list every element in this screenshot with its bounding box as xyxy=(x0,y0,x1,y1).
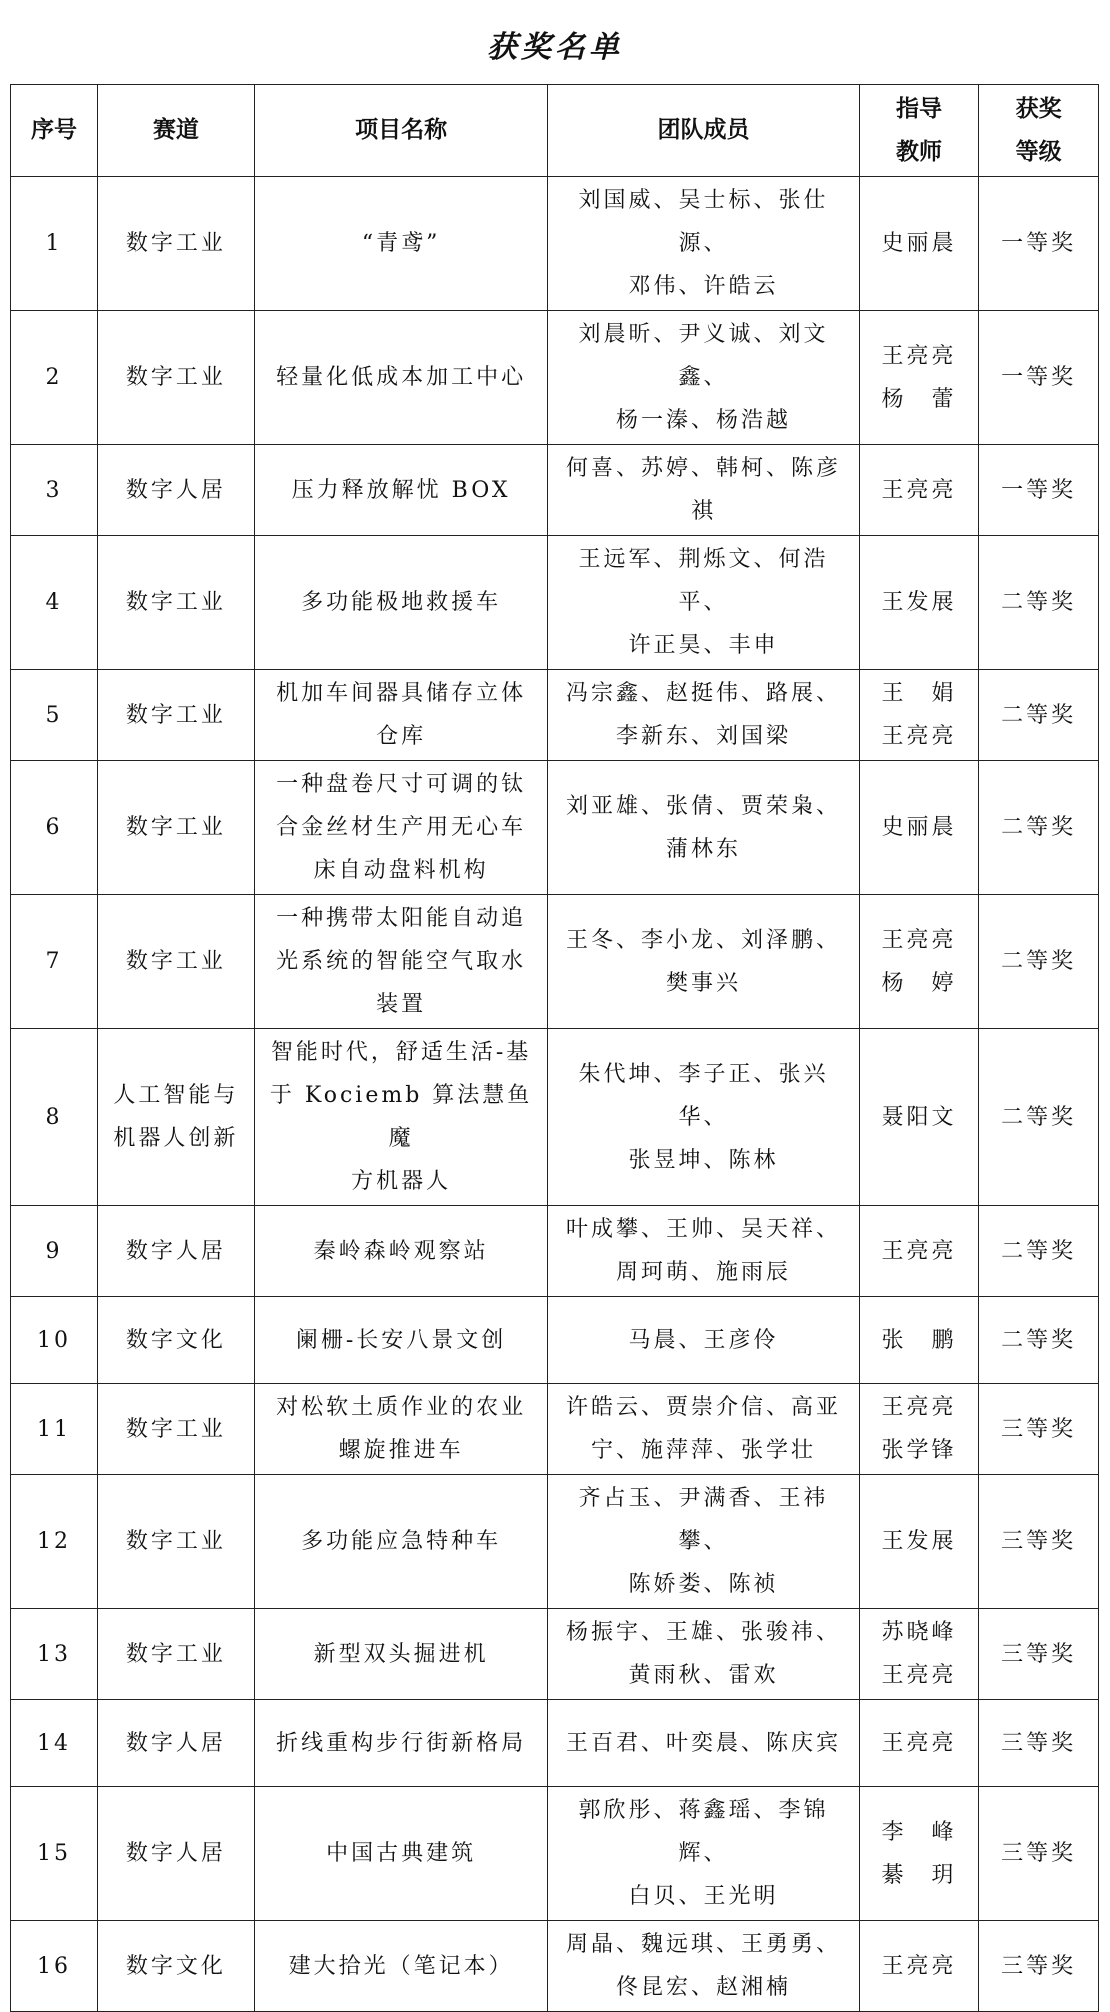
cell-project-line: 多功能极地救援车 xyxy=(301,590,502,615)
cell-track xyxy=(98,1475,255,1609)
cell-members xyxy=(548,1475,859,1609)
cell-members-line: 郭欣彤、蒋鑫瑶、李锦辉、 xyxy=(578,1798,829,1866)
cell-track xyxy=(98,445,255,536)
cell-members xyxy=(548,445,859,536)
cell-project-line: 建大拾光（笔记本） xyxy=(288,1953,514,1979)
cell-project-line: “青鸢” xyxy=(361,231,441,256)
cell-teachers-line: 王亮亮 xyxy=(881,343,957,369)
cell-seq: 1 xyxy=(11,177,98,311)
cell-project-line: 一种携带太阳能自动追 xyxy=(276,906,527,931)
header-members: 团队成员 xyxy=(548,85,859,177)
cell-members xyxy=(548,1787,859,1921)
cell-track-line: 数字工业 xyxy=(125,702,226,728)
cell-track xyxy=(98,1206,255,1297)
cell-project xyxy=(254,1921,548,2012)
cell-members-line: 许正昊、丰申 xyxy=(628,633,779,658)
cell-members-line: 杨一溱、杨浩越 xyxy=(616,408,792,433)
cell-members-line: 祺 xyxy=(691,499,717,524)
cell-seq: 16 xyxy=(11,1921,98,2012)
cell-project-line: 对松软土质作业的农业 xyxy=(276,1395,527,1420)
cell-track-line: 数字人居 xyxy=(125,477,226,503)
cell-members-line: 蒲林东 xyxy=(666,836,742,862)
cell-teachers xyxy=(859,1475,979,1609)
cell-track-line: 数字文化 xyxy=(125,1327,226,1353)
cell-seq: 3 xyxy=(11,445,98,536)
cell-teachers-line: 王亮亮 xyxy=(881,1953,957,1979)
cell-teachers-line: 聂阳文 xyxy=(881,1104,957,1130)
cell-project xyxy=(254,1609,548,1700)
cell-members xyxy=(548,1297,859,1384)
cell-members-line: 刘晨昕、尹义诚、刘文鑫、 xyxy=(578,322,829,390)
cell-members-line: 王冬、李小龙、刘泽鹏、 xyxy=(566,927,842,953)
header-row xyxy=(11,85,1099,177)
cell-members-line: 冯宗鑫、赵挺伟、路展、 xyxy=(566,681,842,706)
cell-track-line: 数字人居 xyxy=(125,1730,226,1756)
cell-teachers-line: 杨 蕾 xyxy=(881,386,957,412)
page-title: 获奖名单 xyxy=(487,30,623,65)
cell-members-line: 何喜、苏婷、韩柯、陈彦 xyxy=(566,456,842,481)
cell-project-line: 折线重构步行街新格局 xyxy=(276,1730,527,1756)
cell-track-line: 数字工业 xyxy=(125,590,226,615)
cell-members xyxy=(548,670,859,761)
cell-members xyxy=(548,1384,859,1475)
cell-track-line: 数字工业 xyxy=(125,815,226,840)
cell-level: 一等奖 xyxy=(979,445,1099,536)
cell-project xyxy=(254,1029,548,1206)
cell-teachers-line: 苏晓峰 xyxy=(881,1620,957,1645)
cell-teachers-line: 张 鹏 xyxy=(881,1327,957,1353)
cell-seq: 6 xyxy=(11,761,98,895)
cell-teachers xyxy=(859,761,979,895)
table-row xyxy=(11,445,1099,536)
cell-project-line: 床自动盘料机构 xyxy=(313,858,489,883)
cell-track-line: 数字工业 xyxy=(125,231,226,256)
cell-teachers-line: 王亮亮 xyxy=(881,724,957,749)
cell-members-line: 樊事兴 xyxy=(666,970,742,996)
cell-members-line: 许皓云、贾崇介信、高亚 xyxy=(566,1395,842,1420)
header-teachers-line: 指导 xyxy=(895,95,942,122)
cell-project xyxy=(254,1700,548,1787)
cell-members xyxy=(548,761,859,895)
table-row xyxy=(11,177,1099,311)
cell-level: 三等奖 xyxy=(979,1787,1099,1921)
cell-members xyxy=(548,1700,859,1787)
cell-seq: 4 xyxy=(11,536,98,670)
cell-project-line: 压力释放解忧 BOX xyxy=(291,477,511,503)
cell-project-line: 机加车间器具储存立体 xyxy=(276,681,527,706)
cell-members-line: 王百君、叶奕晨、陈庆宾 xyxy=(566,1730,842,1756)
cell-members xyxy=(548,1921,859,2012)
cell-seq: 11 xyxy=(11,1384,98,1475)
cell-members-line: 佟昆宏、赵湘楠 xyxy=(616,1975,792,2000)
cell-teachers-line: 史丽晨 xyxy=(881,815,957,840)
cell-members-line: 李新东、刘国梁 xyxy=(616,724,792,749)
cell-track-line: 数字人居 xyxy=(125,1238,226,1264)
table-row xyxy=(11,1787,1099,1921)
cell-track xyxy=(98,536,255,670)
cell-members-line: 刘国威、吴士标、张仕源、 xyxy=(578,188,829,256)
cell-teachers xyxy=(859,1787,979,1921)
cell-teachers xyxy=(859,311,979,445)
cell-teachers xyxy=(859,1297,979,1384)
cell-project xyxy=(254,761,548,895)
cell-project-line: 螺旋推进车 xyxy=(338,1438,464,1463)
cell-level: 三等奖 xyxy=(979,1921,1099,2012)
cell-seq: 13 xyxy=(11,1609,98,1700)
cell-track-line: 数字工业 xyxy=(125,1529,226,1554)
cell-project-line: 中国古典建筑 xyxy=(326,1841,477,1866)
cell-level: 二等奖 xyxy=(979,1029,1099,1206)
cell-project-line: 阑栅-长安八景文创 xyxy=(295,1327,507,1353)
cell-track xyxy=(98,1609,255,1700)
table-row xyxy=(11,761,1099,895)
cell-track xyxy=(98,1921,255,2012)
cell-teachers xyxy=(859,1700,979,1787)
table-row xyxy=(11,670,1099,761)
table-row xyxy=(11,1609,1099,1700)
table-row xyxy=(11,311,1099,445)
cell-teachers-line: 王亮亮 xyxy=(881,927,957,953)
cell-teachers xyxy=(859,1206,979,1297)
cell-track xyxy=(98,1384,255,1475)
cell-level: 二等奖 xyxy=(979,1206,1099,1297)
cell-project xyxy=(254,895,548,1029)
cell-track xyxy=(98,311,255,445)
cell-members xyxy=(548,177,859,311)
cell-project xyxy=(254,1787,548,1921)
cell-track xyxy=(98,895,255,1029)
cell-seq: 10 xyxy=(11,1297,98,1384)
cell-teachers-line: 史丽晨 xyxy=(881,231,957,256)
cell-members xyxy=(548,536,859,670)
cell-members-line: 刘亚雄、张倩、贾荣枭、 xyxy=(566,793,842,819)
cell-project xyxy=(254,670,548,761)
cell-track xyxy=(98,1297,255,1384)
cell-track xyxy=(98,670,255,761)
cell-project xyxy=(254,1475,548,1609)
cell-track-line: 数字工业 xyxy=(125,1416,226,1442)
cell-project-line: 轻量化低成本加工中心 xyxy=(276,365,527,390)
cell-members-line: 马晨、王彦伶 xyxy=(628,1327,779,1353)
cell-project-line: 方机器人 xyxy=(351,1169,452,1194)
cell-track-line: 数字工业 xyxy=(125,1641,226,1667)
cell-members-line: 邓伟、许皓云 xyxy=(628,274,779,299)
cell-teachers xyxy=(859,1029,979,1206)
cell-teachers xyxy=(859,895,979,1029)
cell-level: 三等奖 xyxy=(979,1475,1099,1609)
cell-level: 三等奖 xyxy=(979,1700,1099,1787)
header-teachers xyxy=(859,85,979,177)
cell-project-line: 多功能应急特种车 xyxy=(301,1529,502,1554)
cell-level: 二等奖 xyxy=(979,536,1099,670)
cell-track xyxy=(98,1700,255,1787)
cell-seq: 8 xyxy=(11,1029,98,1206)
cell-members-line: 陈娇娄、陈祯 xyxy=(628,1572,779,1597)
cell-track-line: 机器人创新 xyxy=(113,1126,239,1151)
cell-members-line: 杨振宇、王雄、张骏祎、 xyxy=(566,1620,842,1645)
header-project: 项目名称 xyxy=(254,85,548,177)
cell-members xyxy=(548,311,859,445)
cell-track-line: 数字文化 xyxy=(125,1953,226,1979)
cell-members-line: 白贝、王光明 xyxy=(628,1884,779,1909)
table-row xyxy=(11,895,1099,1029)
cell-seq: 14 xyxy=(11,1700,98,1787)
cell-teachers-line: 王亮亮 xyxy=(881,1238,957,1264)
cell-track-line: 数字工业 xyxy=(125,365,226,390)
cell-project-line: 装置 xyxy=(376,992,427,1017)
cell-track xyxy=(98,1029,255,1206)
cell-project-line: 智能时代，舒适生活-基 xyxy=(270,1040,532,1065)
header-level xyxy=(979,85,1099,177)
cell-members-line: 王远军、荆烁文、何浩平、 xyxy=(578,547,829,615)
cell-members-line: 周晶、魏远琪、王勇勇、 xyxy=(566,1932,842,1957)
cell-project-line: 仓库 xyxy=(376,724,427,749)
awards-table xyxy=(10,84,1099,2012)
cell-members-line: 宁、施萍萍、张学壮 xyxy=(591,1438,817,1463)
cell-project xyxy=(254,1384,548,1475)
cell-track-line: 数字人居 xyxy=(125,1841,226,1866)
cell-teachers xyxy=(859,1609,979,1700)
cell-level: 一等奖 xyxy=(979,311,1099,445)
cell-teachers xyxy=(859,670,979,761)
cell-teachers-line: 李 峰 xyxy=(881,1819,957,1845)
cell-seq: 12 xyxy=(11,1475,98,1609)
cell-level: 二等奖 xyxy=(979,761,1099,895)
table-row xyxy=(11,536,1099,670)
cell-teachers xyxy=(859,177,979,311)
cell-project-line: 新型双头掘进机 xyxy=(313,1641,489,1667)
cell-members-line: 张昱坤、陈林 xyxy=(628,1147,779,1173)
cell-teachers-line: 王亮亮 xyxy=(881,1395,957,1420)
cell-teachers-line: 王亮亮 xyxy=(881,1730,957,1756)
cell-level: 一等奖 xyxy=(979,177,1099,311)
cell-seq: 15 xyxy=(11,1787,98,1921)
cell-project-line: 光系统的智能空气取水 xyxy=(276,949,527,974)
table-row xyxy=(11,1297,1099,1384)
cell-track xyxy=(98,761,255,895)
cell-members-line: 齐占玉、尹满香、王祎攀、 xyxy=(578,1486,829,1554)
cell-teachers-line: 王亮亮 xyxy=(881,1663,957,1688)
header-teachers-line: 教师 xyxy=(895,138,942,165)
cell-project-line: 于 Kociemb 算法慧鱼魔 xyxy=(269,1083,533,1151)
cell-members-line: 叶成攀、王帅、吴天祥、 xyxy=(566,1217,842,1242)
header-seq: 序号 xyxy=(11,85,98,177)
cell-seq: 7 xyxy=(11,895,98,1029)
cell-teachers-line: 王亮亮 xyxy=(881,477,957,503)
cell-project xyxy=(254,1297,548,1384)
cell-members-line: 周珂萌、施雨辰 xyxy=(616,1260,792,1285)
cell-members xyxy=(548,1206,859,1297)
cell-project xyxy=(254,445,548,536)
table-row xyxy=(11,1384,1099,1475)
header-level-line: 等级 xyxy=(1015,138,1062,165)
cell-level: 二等奖 xyxy=(979,895,1099,1029)
cell-track-line: 人工智能与 xyxy=(113,1083,239,1108)
header-level-line: 获奖 xyxy=(1015,95,1062,122)
cell-seq: 5 xyxy=(11,670,98,761)
cell-project-line: 秦岭森岭观察站 xyxy=(313,1238,489,1264)
cell-teachers xyxy=(859,1921,979,2012)
cell-level: 三等奖 xyxy=(979,1609,1099,1700)
cell-level: 二等奖 xyxy=(979,1297,1099,1384)
cell-project-line: 一种盘卷尺寸可调的钛 xyxy=(276,772,527,797)
table-row xyxy=(11,1206,1099,1297)
cell-members-line: 朱代坤、李子正、张兴华、 xyxy=(578,1061,829,1130)
cell-members xyxy=(548,895,859,1029)
cell-teachers-line: 王发展 xyxy=(881,590,957,615)
header-track: 赛道 xyxy=(98,85,255,177)
cell-seq: 9 xyxy=(11,1206,98,1297)
cell-teachers-line: 綦 玥 xyxy=(881,1862,957,1888)
table-row xyxy=(11,1475,1099,1609)
cell-teachers xyxy=(859,445,979,536)
cell-project xyxy=(254,1206,548,1297)
cell-members xyxy=(548,1609,859,1700)
cell-level: 三等奖 xyxy=(979,1384,1099,1475)
cell-members-line: 黄雨秋、雷欢 xyxy=(628,1663,779,1688)
cell-track-line: 数字工业 xyxy=(125,949,226,974)
cell-track xyxy=(98,177,255,311)
cell-teachers-line: 王 娟 xyxy=(881,681,957,706)
cell-teachers-line: 王发展 xyxy=(881,1529,957,1554)
cell-project xyxy=(254,177,548,311)
cell-teachers-line: 杨 婷 xyxy=(881,970,957,996)
table-body xyxy=(11,177,1099,2012)
cell-track xyxy=(98,1787,255,1921)
cell-seq: 2 xyxy=(11,311,98,445)
cell-members xyxy=(548,1029,859,1206)
cell-teachers xyxy=(859,1384,979,1475)
cell-project xyxy=(254,536,548,670)
cell-project xyxy=(254,311,548,445)
table-row xyxy=(11,1700,1099,1787)
cell-project-line: 合金丝材生产用无心车 xyxy=(276,815,527,840)
cell-level: 二等奖 xyxy=(979,670,1099,761)
cell-teachers xyxy=(859,536,979,670)
table-row xyxy=(11,1921,1099,2012)
cell-teachers-line: 张学锋 xyxy=(881,1438,957,1463)
table-row xyxy=(11,1029,1099,1206)
